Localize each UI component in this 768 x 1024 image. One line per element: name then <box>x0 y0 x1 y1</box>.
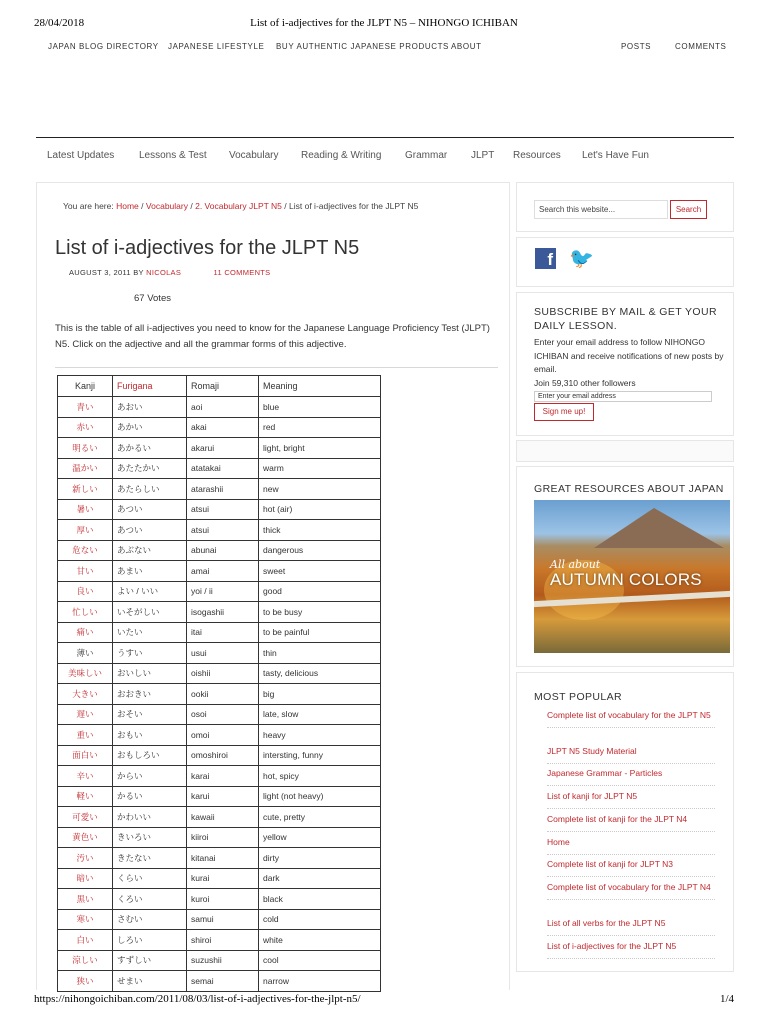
subscribe-title: SUBSCRIBE BY MAIL & GET YOUR <box>534 306 717 318</box>
meaning-cell: big <box>259 684 381 705</box>
romaji-cell: isogashii <box>187 602 259 623</box>
furigana-cell: いそがしい <box>113 602 187 623</box>
mainnav-item-grammar[interactable]: Grammar <box>405 150 448 161</box>
adjectives-table <box>57 375 381 992</box>
mainnav-item-vocabulary[interactable]: Vocabulary <box>229 150 279 161</box>
table-row <box>58 848 381 869</box>
furigana-cell: おおきい <box>113 684 187 705</box>
romaji-cell: itai <box>187 622 259 643</box>
kanji-cell[interactable]: 辛い <box>58 766 113 787</box>
furigana-cell: あたらしい <box>113 479 187 500</box>
print-title: List of i-adjectives for the JLPT N5 – NIHONGO ICHIBAN <box>250 17 518 29</box>
kanji-cell[interactable]: 面白い <box>58 745 113 766</box>
kanji-cell[interactable]: 涼しい <box>58 950 113 971</box>
column-header-meaning: Meaning <box>259 376 381 397</box>
furigana-cell: かわいい <box>113 807 187 828</box>
breadcrumb-vocab-n5-link[interactable]: 2. Vocabulary JLPT N5 <box>195 201 282 211</box>
breadcrumb-home-link[interactable]: Home <box>116 201 139 211</box>
divider <box>55 367 498 368</box>
romaji-cell: amai <box>187 561 259 582</box>
kanji-cell[interactable]: 黄色い <box>58 827 113 848</box>
page-title: List of i-adjectives for the JLPT N5 <box>55 237 360 259</box>
meaning-cell: good <box>259 581 381 602</box>
post-comments-link[interactable]: 11 COMMENTS <box>213 268 271 277</box>
romaji-cell: karai <box>187 766 259 787</box>
table-row <box>58 479 381 500</box>
print-date: 28/04/2018 <box>34 17 85 29</box>
kanji-cell[interactable]: 重い <box>58 725 113 746</box>
topnav-item-posts[interactable]: POSTS <box>621 42 652 51</box>
table-row <box>58 458 381 479</box>
kanji-cell[interactable]: 危ない <box>58 540 113 561</box>
table-header-row <box>58 376 381 397</box>
table-row <box>58 909 381 930</box>
topnav-item-about[interactable]: ABOUT <box>451 42 482 51</box>
meaning-cell: dangerous <box>259 540 381 561</box>
romaji-cell: kurai <box>187 868 259 889</box>
topnav-item-lifestyle[interactable]: JAPANESE LIFESTYLE <box>168 42 265 51</box>
meaning-cell: new <box>259 479 381 500</box>
romaji-cell: atsui <box>187 520 259 541</box>
meaning-cell: cold <box>259 909 381 930</box>
romaji-cell: samui <box>187 909 259 930</box>
top-navigation <box>36 38 734 54</box>
table-row <box>58 725 381 746</box>
meaning-cell: blue <box>259 397 381 418</box>
popular-link[interactable]: JLPT N5 Study Material <box>547 745 715 764</box>
kanji-cell[interactable]: 新しい <box>58 479 113 500</box>
kanji-cell[interactable]: 暗い <box>58 868 113 889</box>
romaji-cell: atatakai <box>187 458 259 479</box>
table-row <box>58 745 381 766</box>
kanji-cell[interactable]: 明るい <box>58 438 113 459</box>
furigana-cell: あたたかい <box>113 458 187 479</box>
table-row <box>58 704 381 725</box>
furigana-cell: あまい <box>113 561 187 582</box>
furigana-cell: からい <box>113 766 187 787</box>
table-row <box>58 930 381 951</box>
romaji-cell: kuroi <box>187 889 259 910</box>
table-row <box>58 971 381 992</box>
table-row <box>58 889 381 910</box>
kanji-cell[interactable]: 遅い <box>58 704 113 725</box>
furigana-cell: あつい <box>113 499 187 520</box>
mainnav-item-resources[interactable]: Resources <box>513 150 561 161</box>
romaji-cell: suzushii <box>187 950 259 971</box>
table-row <box>58 520 381 541</box>
email-field[interactable]: Enter your email address <box>534 391 712 402</box>
kanji-cell[interactable]: 汚い <box>58 848 113 869</box>
romaji-cell: omoi <box>187 725 259 746</box>
meaning-cell: hot, spicy <box>259 766 381 787</box>
signup-button[interactable]: Sign me up! <box>534 403 594 421</box>
post-author-link[interactable]: NICOLAS <box>146 268 182 277</box>
table-body <box>58 397 381 992</box>
table-row <box>58 561 381 582</box>
post-intro: This is the table of all i-adjectives you need to know for the Japanese Language Proficiency Test (JLPT) N5. Click on the adjective and all the grammar forms of this adjective. <box>55 323 490 350</box>
table-row <box>58 950 381 971</box>
kanji-cell[interactable]: 暑い <box>58 499 113 520</box>
twitter-bird-icon[interactable]: 🐦 <box>569 248 594 270</box>
topnav-item-buy-products[interactable]: BUY AUTHENTIC JAPANESE PRODUCTS <box>276 42 449 51</box>
popular-link[interactable]: Complete list of vocabulary for the JLPT N4 <box>547 881 715 900</box>
mainnav-item-latest-updates[interactable]: Latest Updates <box>47 150 115 161</box>
popular-link[interactable]: Japanese Grammar - Particles <box>547 767 715 786</box>
furigana-cell: うすい <box>113 643 187 664</box>
autumn-colors-banner[interactable] <box>534 500 730 653</box>
mainnav-item-lessons-test[interactable]: Lessons & Test <box>139 150 207 161</box>
meaning-cell: light, bright <box>259 438 381 459</box>
post-date: AUGUST 3, 2011 BY <box>69 268 144 277</box>
meaning-cell: yellow <box>259 827 381 848</box>
print-page-number: 1/4 <box>719 993 734 1005</box>
popular-link[interactable]: List of i-adjectives for the JLPT N5 <box>547 940 715 959</box>
kanji-cell[interactable]: 温かい <box>58 458 113 479</box>
popular-link[interactable]: Complete list of kanji for the JLPT N4 <box>547 813 715 832</box>
table-row <box>58 438 381 459</box>
topnav-item-blog-directory[interactable]: JAPAN BLOG DIRECTORY <box>48 42 159 51</box>
meaning-cell: dirty <box>259 848 381 869</box>
romaji-cell: abunai <box>187 540 259 561</box>
furigana-cell: きたない <box>113 848 187 869</box>
table-row <box>58 663 381 684</box>
table-row <box>58 581 381 602</box>
furigana-cell: おもしろい <box>113 745 187 766</box>
meaning-cell: dark <box>259 868 381 889</box>
romaji-cell: usui <box>187 643 259 664</box>
kanji-cell[interactable]: 忙しい <box>58 602 113 623</box>
sidebar-subscribe-widget <box>516 292 734 436</box>
main-content <box>36 182 510 990</box>
romaji-cell: akai <box>187 417 259 438</box>
furigana-cell: おもい <box>113 725 187 746</box>
mainnav-item-lets-have-fun[interactable]: Let's Have Fun <box>582 150 649 161</box>
romaji-cell: akarui <box>187 438 259 459</box>
table-row <box>58 397 381 418</box>
kanji-cell[interactable]: 白い <box>58 930 113 951</box>
print-url: https://nihongoichiban.com/2011/08/03/list-of-i-adjectives-for-the-jlpt-n5/ <box>34 993 361 1005</box>
kanji-cell[interactable]: 痛い <box>58 622 113 643</box>
meaning-cell: light (not heavy) <box>259 786 381 807</box>
breadcrumb-separator: / <box>190 201 193 211</box>
romaji-cell: semai <box>187 971 259 992</box>
furigana-cell: くらい <box>113 868 187 889</box>
meaning-cell: to be busy <box>259 602 381 623</box>
breadcrumb-separator: / <box>141 201 144 211</box>
table-row <box>58 417 381 438</box>
furigana-cell: あつい <box>113 520 187 541</box>
table-row <box>58 622 381 643</box>
furigana-cell: きいろい <box>113 827 187 848</box>
furigana-cell: あかるい <box>113 438 187 459</box>
kanji-cell[interactable]: 軽い <box>58 786 113 807</box>
romaji-cell: atsui <box>187 499 259 520</box>
romaji-cell: osoi <box>187 704 259 725</box>
kanji-cell[interactable]: 大きい <box>58 684 113 705</box>
column-header-kanji: Kanji <box>58 376 113 397</box>
furigana-cell: かるい <box>113 786 187 807</box>
furigana-cell: いたい <box>113 622 187 643</box>
meaning-cell: cool <box>259 950 381 971</box>
subscribe-followers: Join 59,310 other followers <box>534 377 636 388</box>
meaning-cell: to be painful <box>259 622 381 643</box>
mainnav-item-jlpt[interactable]: JLPT <box>471 150 495 161</box>
popular-link[interactable]: List of kanji for JLPT N5 <box>547 790 715 809</box>
romaji-cell: kawaii <box>187 807 259 828</box>
popular-link[interactable]: Home <box>547 836 715 855</box>
search-input[interactable]: Search this website... <box>534 200 668 219</box>
kanji-cell[interactable]: 美味しい <box>58 663 113 684</box>
facebook-icon[interactable]: f <box>535 248 556 269</box>
kanji-cell[interactable]: 良い <box>58 581 113 602</box>
romaji-cell: omoshiroi <box>187 745 259 766</box>
meaning-cell: cute, pretty <box>259 807 381 828</box>
table-row <box>58 786 381 807</box>
mainnav-item-reading-writing[interactable]: Reading & Writing <box>301 150 382 161</box>
furigana-cell: せまい <box>113 971 187 992</box>
romaji-cell: kitanai <box>187 848 259 869</box>
meaning-cell: red <box>259 417 381 438</box>
romaji-cell: ookii <box>187 684 259 705</box>
kanji-cell[interactable]: 可愛い <box>58 807 113 828</box>
meaning-cell: narrow <box>259 971 381 992</box>
romaji-cell: shiroi <box>187 930 259 951</box>
breadcrumb-vocabulary-link[interactable]: Vocabulary <box>145 201 188 211</box>
popular-link[interactable]: List of all verbs for the JLPT N5 <box>547 917 715 936</box>
furigana-cell: よい / いい <box>113 581 187 602</box>
furigana-cell: しろい <box>113 930 187 951</box>
meaning-cell: heavy <box>259 725 381 746</box>
meaning-cell: late, slow <box>259 704 381 725</box>
romaji-cell: yoi / ii <box>187 581 259 602</box>
subscribe-description <box>534 336 724 390</box>
romaji-cell: atarashii <box>187 479 259 500</box>
furigana-cell: くろい <box>113 889 187 910</box>
furigana-cell: おいしい <box>113 663 187 684</box>
furigana-cell: あおい <box>113 397 187 418</box>
romaji-cell: aoi <box>187 397 259 418</box>
table-row <box>58 499 381 520</box>
meaning-cell: sweet <box>259 561 381 582</box>
search-button[interactable]: Search <box>670 200 707 219</box>
table-row <box>58 868 381 889</box>
furigana-cell: すずしい <box>113 950 187 971</box>
popular-link[interactable]: Complete list of kanji for JLPT N3 <box>547 858 715 877</box>
sidebar-popular-widget <box>516 672 734 972</box>
table-row <box>58 684 381 705</box>
table-row <box>58 807 381 828</box>
kanji-cell[interactable]: 狭い <box>58 971 113 992</box>
subscribe-title-line2: DAILY LESSON. <box>534 320 618 332</box>
sidebar-resources-widget <box>516 466 734 667</box>
table-row <box>58 643 381 664</box>
meaning-cell: thick <box>259 520 381 541</box>
romaji-cell: kiiroi <box>187 827 259 848</box>
popular-link[interactable]: Complete list of vocabulary for the JLPT N5 <box>547 709 715 728</box>
popular-title: MOST POPULAR <box>534 691 623 703</box>
column-header-furigana[interactable]: Furigana <box>113 376 187 397</box>
meaning-cell: hot (air) <box>259 499 381 520</box>
subscribe-text: Enter your email address to follow NIHONGO ICHIBAN and receive notifications of new posts by email. <box>534 337 724 374</box>
furigana-cell: さむい <box>113 909 187 930</box>
banner-caption-small: All about <box>550 558 601 571</box>
furigana-cell: あかい <box>113 417 187 438</box>
table-row <box>58 766 381 787</box>
banner-caption-large: AUTUMN COLORS <box>550 570 702 589</box>
main-navigation <box>36 137 734 171</box>
sidebar-search-widget <box>516 182 734 232</box>
breadcrumb-current: List of i-adjectives for the JLPT N5 <box>289 201 419 211</box>
breadcrumb-separator: / <box>284 201 287 211</box>
meaning-cell: intersting, funny <box>259 745 381 766</box>
furigana-cell: おそい <box>113 704 187 725</box>
kanji-cell[interactable]: 黒い <box>58 889 113 910</box>
table-row <box>58 602 381 623</box>
kanji-cell[interactable]: 青い <box>58 397 113 418</box>
meaning-cell: warm <box>259 458 381 479</box>
romaji-cell: oishii <box>187 663 259 684</box>
kanji-cell[interactable]: 甘い <box>58 561 113 582</box>
post-meta <box>69 268 270 277</box>
kanji-cell[interactable]: 赤い <box>58 417 113 438</box>
breadcrumb-prefix: You are here: <box>63 201 114 211</box>
kanji-cell[interactable]: 厚い <box>58 520 113 541</box>
romaji-cell: karui <box>187 786 259 807</box>
table-row <box>58 540 381 561</box>
kanji-cell[interactable]: 寒い <box>58 909 113 930</box>
resources-title: GREAT RESOURCES ABOUT JAPAN <box>534 483 724 495</box>
mountain-shape <box>594 508 724 548</box>
breadcrumb <box>63 201 418 211</box>
meaning-cell: tasty, delicious <box>259 663 381 684</box>
column-header-romaji: Romaji <box>187 376 259 397</box>
table-row <box>58 827 381 848</box>
sidebar-social-widget <box>516 237 734 287</box>
kanji-cell: 薄い <box>58 643 113 664</box>
topnav-item-comments[interactable]: COMMENTS <box>675 42 727 51</box>
vote-count: 67 Votes <box>134 293 171 304</box>
meaning-cell: black <box>259 889 381 910</box>
meaning-cell: white <box>259 930 381 951</box>
furigana-cell: あぶない <box>113 540 187 561</box>
sidebar-blank-widget <box>516 440 734 462</box>
meaning-cell: thin <box>259 643 381 664</box>
